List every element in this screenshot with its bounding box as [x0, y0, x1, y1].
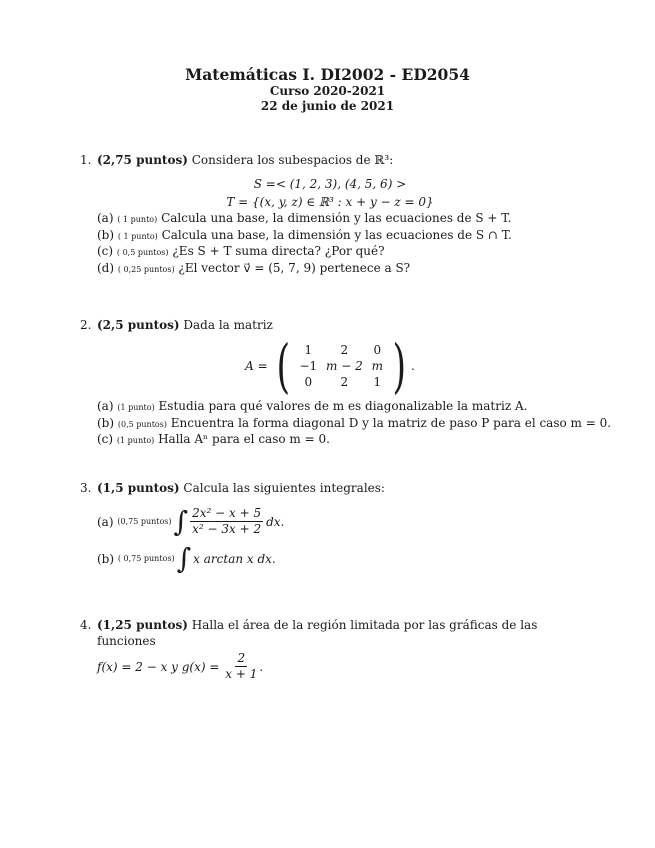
subquestion — [97, 432, 580, 449]
matrix-equation — [80, 332, 580, 400]
subquestion-label: (a) — [97, 399, 114, 413]
integral-a — [97, 506, 580, 537]
subquestion-text: Halla Aⁿ para el caso m = 0. — [158, 432, 330, 446]
subquestion-points: ( 1 punto) — [117, 215, 158, 224]
problem-number: 4. — [80, 618, 92, 632]
subquestion-text: ¿El vector v⃗ = (5, 7, 9) pertenece a S? — [178, 260, 411, 275]
problem-text: Dada la matriz — [183, 318, 273, 332]
matrix-cell: 0 — [373, 343, 382, 357]
matrix-cell: 1 — [373, 375, 382, 389]
subquestion-points: ( 0,5 puntos) — [116, 248, 169, 257]
integral-sign: ∫ — [176, 542, 192, 575]
exam-date: 22 de junio de 2021 — [260, 99, 395, 113]
subquestion-text: Estudia para qué valores de m es diagonalizable la matriz A. — [158, 399, 528, 413]
problem-statement — [97, 617, 580, 649]
subquestion-points: ( 0,25 puntos) — [117, 264, 175, 274]
matrix-a — [294, 342, 388, 390]
left-paren: ( — [276, 332, 290, 400]
matrix-cell: 0 — [304, 375, 313, 389]
integral-differential: dx. — [266, 514, 285, 529]
subquestion-points: (0,5 puntos) — [117, 419, 167, 429]
subquestion-points: ( 1 punto) — [117, 231, 158, 241]
equation-period: . — [259, 659, 264, 674]
matrix-cell: 2 — [340, 375, 349, 389]
problem-4 — [80, 617, 580, 682]
subquestion — [97, 244, 580, 261]
subquestion-text: Calcula una base, la dimensión y las ecuaciones de S + T. — [161, 211, 512, 225]
subquestion-label: (b) — [97, 415, 115, 430]
matrix-lhs: A = — [245, 359, 268, 373]
problem-text: Calcula las siguientes integrales: — [183, 481, 385, 495]
subquestion — [97, 399, 580, 416]
integrand-fraction — [190, 506, 263, 537]
problem-text: Considera los subespacios de ℝ³: — [191, 153, 394, 167]
exam-course: Curso 2020-2021 — [269, 84, 386, 98]
functions-equation — [97, 651, 580, 682]
problem-text: Halla el área de la región limitada por las gráficas de las funciones — [97, 618, 538, 648]
subquestion-label: (b) — [97, 227, 115, 242]
equation-t: T = {(x, y, z) ∈ ℝ³ : x + y − z = 0} — [226, 195, 434, 209]
matrix-cell: m − 2 — [326, 359, 363, 373]
subquestion-label: (a) — [97, 211, 114, 225]
subquestion-label: (a) — [97, 514, 114, 529]
subquestion-points: (1 punto) — [117, 403, 155, 412]
subquestion-text: Encuentra la forma diagonal D y la matriz de paso P para el caso m = 0. — [170, 415, 612, 430]
subquestion — [97, 211, 580, 228]
subquestion-label: (b) — [97, 552, 115, 566]
problem-1 — [80, 152, 580, 277]
subquestion-points: (0,75 puntos) — [117, 516, 172, 526]
g-fraction — [223, 651, 259, 682]
problem-statement — [97, 480, 580, 496]
problem-number: 1. — [80, 153, 92, 167]
function-definitions: f(x) = 2 − x y g(x) = — [97, 659, 220, 674]
fraction-denominator: x² − 3x + 2 — [192, 522, 262, 536]
matrix-cell: 2 — [340, 343, 349, 357]
subquestion — [97, 415, 612, 433]
problem-points: (1,5 puntos) — [97, 481, 180, 495]
fraction-numerator: 2x² − x + 5 — [192, 506, 262, 520]
subquestion-text: ¿Es S + T suma directa? ¿Por qué? — [172, 244, 385, 258]
subquestion-points: (1 punto) — [116, 436, 155, 445]
subquestion — [97, 228, 580, 245]
equation-s: S =< (1, 2, 3), (4, 5, 6) > — [253, 177, 407, 191]
subquestion-label: (c) — [97, 432, 114, 446]
matrix-cell: m — [371, 359, 384, 373]
problem-points: (2,5 puntos) — [97, 318, 180, 332]
matrix-period: . — [411, 359, 415, 373]
subquestion-text: Calcula una base, la dimensión y las ecuaciones de S ∩ T. — [161, 227, 512, 242]
subquestion-list — [97, 211, 580, 277]
problem-number: 3. — [80, 481, 92, 495]
fraction-denominator: x + 1 — [225, 667, 258, 681]
problem-statement — [97, 152, 580, 168]
problem-number: 2. — [80, 318, 92, 332]
matrix-cell: −1 — [299, 359, 318, 373]
matrix-cell: 1 — [304, 343, 313, 357]
exam-title: Matemáticas I. DI2002 - ED2054 — [185, 65, 470, 84]
subquestion — [97, 261, 580, 278]
subquestion-label: (d) — [97, 260, 115, 275]
subquestion-list — [97, 399, 612, 449]
problem-3 — [80, 480, 580, 573]
subquestion-points: ( 0,75 puntos) — [117, 554, 175, 563]
problem-points: (1,25 puntos) — [97, 618, 188, 632]
integral-b — [97, 542, 580, 575]
fraction-numerator: 2 — [237, 651, 246, 665]
subquestion-label: (c) — [97, 244, 114, 258]
problem-2 — [80, 317, 612, 449]
integral-sign: ∫ — [173, 504, 189, 538]
right-paren: ) — [392, 332, 407, 400]
problem-statement — [97, 317, 580, 333]
exam-header — [0, 66, 655, 114]
integrand: x arctan x dx. — [193, 552, 276, 566]
problem-points: (2,75 puntos) — [97, 153, 188, 167]
